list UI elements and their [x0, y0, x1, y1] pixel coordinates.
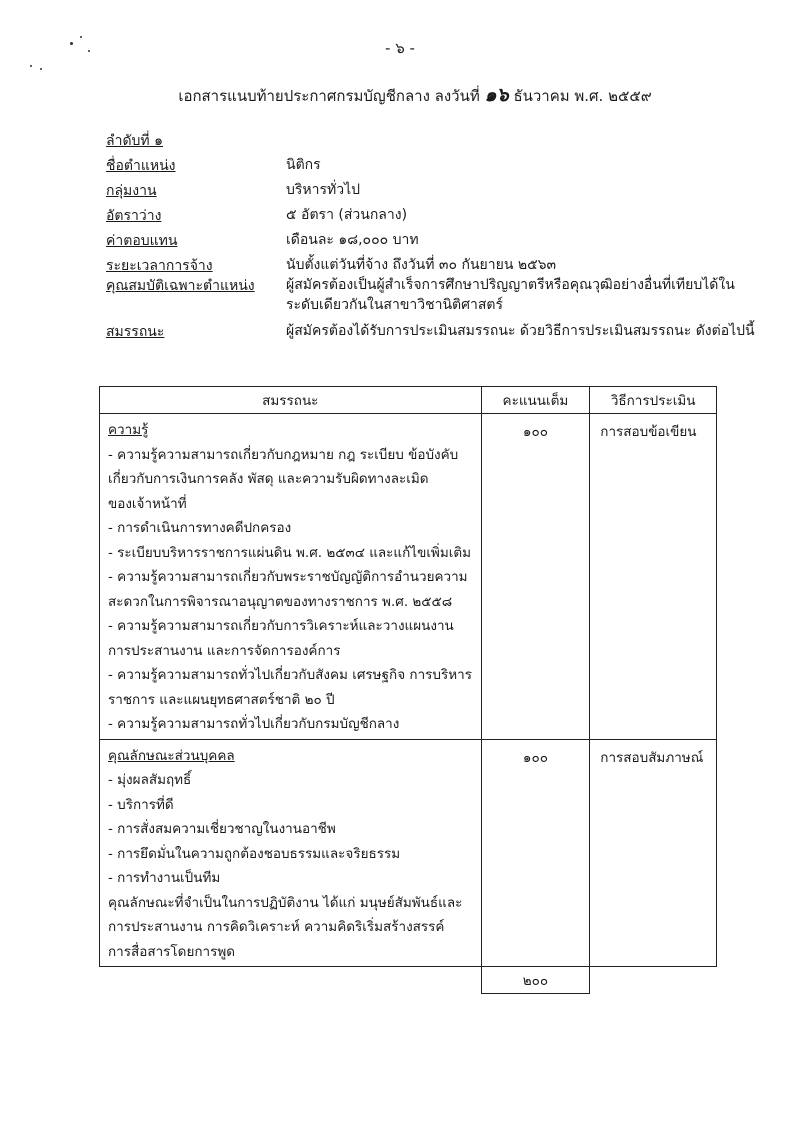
column-header: สมรรถนะ: [100, 387, 482, 414]
info-value: บริหารทั่วไป: [286, 182, 361, 198]
info-value: ๕ อัตรา (ส่วนกลาง): [286, 207, 408, 223]
competency-cell: [100, 414, 482, 740]
info-value: นิติกร: [286, 157, 321, 173]
assessment-method: การสอบข้อเขียน: [590, 414, 717, 740]
competency-line: - ระเบียบบริหารราชการแผ่นดิน พ.ศ. ๒๕๓๔ และแก้ไขเพิ่มเติม: [108, 544, 472, 561]
competency-line: - ความรู้ความสามารถทั่วไปเกี่ยวกับกรมบัญชีกลาง: [108, 716, 400, 732]
info-value: ผู้สมัครต้องได้รับการประเมินสมรรถนะ ด้วยวิธีการประเมินสมรรถนะ ดังต่อไปนี้: [286, 323, 755, 339]
info-label: อัตราว่าง: [106, 208, 162, 224]
document-title: [0, 80, 800, 110]
info-label: กลุ่มงาน: [106, 183, 157, 199]
scan-speck: [40, 68, 42, 70]
competency-line: - การดำเนินการทางคดีปกครอง: [108, 520, 292, 536]
info-row-vacancy: [106, 205, 766, 230]
position-info: [106, 130, 766, 343]
info-row-salary: [106, 230, 766, 255]
column-header: วิธีการประเมิน: [590, 387, 717, 414]
full-score: ๑๐๐: [481, 739, 590, 967]
info-row-order: [106, 130, 766, 155]
info-label: ลำดับที่ ๑: [106, 133, 163, 149]
table-row: [100, 414, 717, 740]
section-heading: คุณลักษณะส่วนบุคคล: [108, 747, 235, 764]
competency-line: - การยึดมั่นในความถูกต้องชอบธรรมและจริยธรรม: [108, 845, 401, 862]
info-label: สมรรถนะ: [106, 324, 165, 340]
page-number: - ๖ -: [385, 39, 415, 57]
full-score: ๑๐๐: [481, 414, 590, 740]
scan-speck: [30, 65, 32, 67]
info-row-period: [106, 255, 766, 275]
competency-line: คุณลักษณะที่จำเป็นในการปฏิบัติงาน ได้แก่ มนุษย์สัมพันธ์และ: [108, 894, 463, 911]
section-heading: ความรู้: [108, 422, 149, 438]
competency-line: การสื่อสารโดยการพูด: [108, 943, 236, 960]
competency-cell: [100, 739, 482, 967]
column-header: คะแนนเต็ม: [481, 387, 590, 414]
title-suffix: ธันวาคม พ.ศ. ๒๕๕๙: [513, 87, 652, 105]
table-header-row: [100, 387, 717, 414]
competency-line: สะดวกในการพิจารณาอนุญาตของทางราชการ พ.ศ. ๒๕๕๘: [108, 593, 453, 610]
info-label: ระยะเวลาการจ้าง: [106, 258, 213, 274]
info-label: ค่าตอบแทน: [106, 233, 178, 249]
assessment-method: การสอบสัมภาษณ์: [590, 739, 717, 967]
blank-cell: [100, 967, 482, 994]
competency-line: การประสานงาน และการจัดการองค์การ: [108, 642, 341, 659]
info-row-competency: [106, 321, 766, 343]
competency-line: - ความรู้ความสามารถเกี่ยวกับกฎหมาย กฎ ระเบียบ ข้อบังคับ: [108, 446, 459, 463]
competency-line: - การสั่งสมความเชี่ยวชาญในงานอาชีพ: [108, 821, 336, 837]
competency-table: [99, 386, 717, 994]
competency-line: - บริการที่ดี: [108, 796, 174, 813]
blank-cell: [590, 967, 717, 994]
total-row: [100, 967, 717, 994]
info-label: ชื่อตำแหน่ง: [106, 158, 176, 174]
total-score: ๒๐๐: [481, 967, 590, 994]
title-day: ๑๖: [484, 84, 509, 106]
info-label: คุณสมบัติเฉพาะตำแหน่ง: [106, 278, 255, 294]
competency-line: เกี่ยวกับการเงินการคลัง พัสดุ และความรับผิดทางละเมิด: [108, 471, 429, 487]
competency-line: - การทำงานเป็นทีม: [108, 870, 221, 886]
info-value: [286, 130, 766, 155]
info-value: เดือนละ ๑๘,๐๐๐ บาท: [286, 232, 419, 248]
info-row-qualification: [106, 275, 766, 321]
competency-line: การประสานงาน การคิดวิเคราะห์ ความคิดริเริ่มสร้างสรรค์: [108, 919, 445, 935]
info-row-group: [106, 180, 766, 205]
competency-line: ราชการ และแผนยุทธศาสตร์ชาติ ๒๐ ปี: [108, 691, 335, 708]
competency-line: - ความรู้ความสามารถเกี่ยวกับการวิเคราะห์และวางแผนงาน: [108, 618, 454, 634]
info-value: นับตั้งแต่วันที่จ้าง ถึงวันที่ ๓๐ กันยายน ๒๕๖๓: [286, 257, 557, 273]
info-row-position: [106, 155, 766, 180]
competency-line: ของเจ้าหน้าที่: [108, 495, 187, 512]
competency-line: - ความรู้ความสามารถเกี่ยวกับพระราชบัญญัติการอำนวยความ: [108, 569, 468, 585]
competency-line: - มุ่งผลสัมฤทธิ์: [108, 772, 192, 788]
info-value: ผู้สมัครต้องเป็นผู้สำเร็จการศึกษาปริญญาตรีหรือคุณวุฒิอย่างอื่นที่เทียบได้ในระดับเดียวกันในสาขาวิชานิติศาสตร์: [286, 277, 735, 313]
table-row: [100, 739, 717, 967]
competency-line: - ความรู้ความสามารถทั่วไปเกี่ยวกับสังคม เศรษฐกิจ การบริหาร: [108, 667, 472, 683]
title-prefix: เอกสารแนบท้ายประกาศกรมบัญชีกลาง ลงวันที่: [178, 87, 480, 105]
